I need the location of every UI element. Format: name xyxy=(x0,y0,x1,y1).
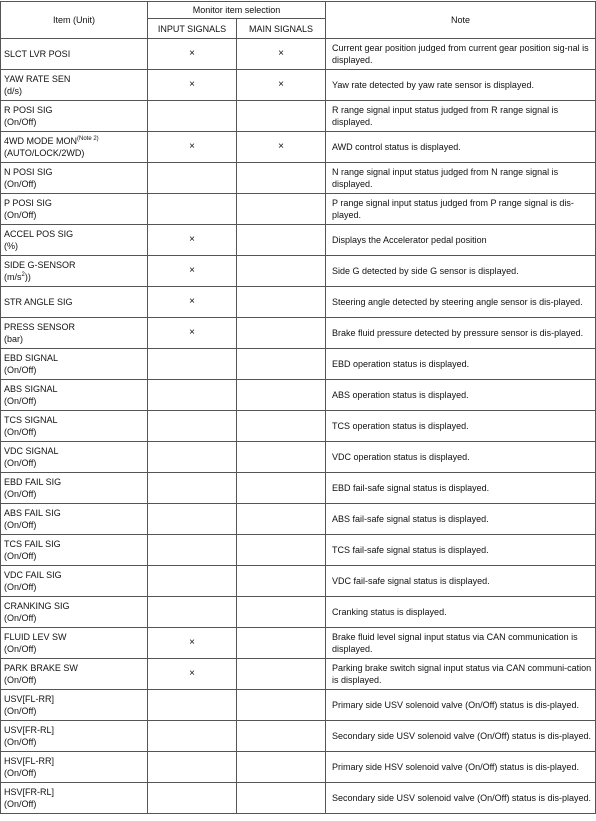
table-header xyxy=(1,2,596,39)
table-row xyxy=(1,318,596,349)
table-row xyxy=(1,163,596,194)
note-cell: Brake fluid pressure detected by pressure sensor is dis-played. xyxy=(326,318,596,349)
main-signals-mark: × xyxy=(237,132,326,163)
item-name: P POSI SIG xyxy=(4,198,52,208)
item-cell xyxy=(1,256,148,287)
item-unit-close: )) xyxy=(24,272,31,282)
item-note-ref: (Note 2) xyxy=(77,136,99,142)
item-name: ABS SIGNAL xyxy=(4,384,58,394)
item-name: PARK BRAKE SW xyxy=(4,663,78,673)
header-monitor-selection: Monitor item selection xyxy=(148,2,326,19)
main-signals-mark xyxy=(237,411,326,442)
item-cell xyxy=(1,194,148,225)
item-name: TCS FAIL SIG xyxy=(4,539,61,549)
table-row xyxy=(1,256,596,287)
item-cell xyxy=(1,411,148,442)
note-cell: Displays the Accelerator pedal position xyxy=(326,225,596,256)
input-signals-mark xyxy=(148,411,237,442)
table-row xyxy=(1,628,596,659)
note-cell: Primary side USV solenoid valve (On/Off) status is dis-played. xyxy=(326,690,596,721)
table-row xyxy=(1,225,596,256)
main-signals-mark xyxy=(237,287,326,318)
item-cell xyxy=(1,318,148,349)
item-name: TCS SIGNAL xyxy=(4,415,58,425)
table-body xyxy=(1,39,596,814)
note-cell: P range signal input status judged from P range signal is dis-played. xyxy=(326,194,596,225)
note-cell: R range signal input status judged from R range signal is displayed. xyxy=(326,101,596,132)
input-signals-mark xyxy=(148,597,237,628)
input-signals-mark xyxy=(148,349,237,380)
note-cell: Side G detected by side G sensor is displayed. xyxy=(326,256,596,287)
input-signals-mark: × xyxy=(148,318,237,349)
table-row xyxy=(1,411,596,442)
input-signals-mark xyxy=(148,194,237,225)
input-signals-mark xyxy=(148,783,237,814)
item-unit: (On/Off) xyxy=(4,706,37,716)
note-cell: Primary side HSV solenoid valve (On/Off) status is dis-played. xyxy=(326,752,596,783)
item-name: FLUID LEV SW xyxy=(4,632,67,642)
table-row xyxy=(1,349,596,380)
item-name: 4WD MODE MON xyxy=(4,136,77,146)
table-row xyxy=(1,597,596,628)
main-signals-mark xyxy=(237,194,326,225)
item-unit: (On/Off) xyxy=(4,799,37,809)
table-row xyxy=(1,442,596,473)
input-signals-mark: × xyxy=(148,659,237,690)
monitor-item-table xyxy=(0,1,596,814)
item-name: USV[FR-RL] xyxy=(4,725,55,735)
input-signals-mark: × xyxy=(148,39,237,70)
main-signals-mark xyxy=(237,349,326,380)
table-row xyxy=(1,132,596,163)
note-cell: EBD operation status is displayed. xyxy=(326,349,596,380)
main-signals-mark xyxy=(237,752,326,783)
note-cell: VDC operation status is displayed. xyxy=(326,442,596,473)
item-name: VDC FAIL SIG xyxy=(4,570,62,580)
item-cell xyxy=(1,628,148,659)
item-cell xyxy=(1,659,148,690)
table-row xyxy=(1,659,596,690)
main-signals-mark xyxy=(237,504,326,535)
item-cell xyxy=(1,504,148,535)
table-row xyxy=(1,504,596,535)
main-signals-mark xyxy=(237,442,326,473)
item-name: N POSI SIG xyxy=(4,167,53,177)
item-cell xyxy=(1,442,148,473)
item-unit: (On/Off) xyxy=(4,737,37,747)
main-signals-mark xyxy=(237,721,326,752)
item-cell xyxy=(1,101,148,132)
item-cell xyxy=(1,535,148,566)
note-cell: Brake fluid level signal input status via CAN communication is displayed. xyxy=(326,628,596,659)
note-cell: ABS fail-safe signal status is displayed. xyxy=(326,504,596,535)
note-cell: Current gear position judged from current gear position sig-nal is displayed. xyxy=(326,39,596,70)
note-cell: TCS operation status is displayed. xyxy=(326,411,596,442)
note-cell: EBD fail-safe signal status is displayed. xyxy=(326,473,596,504)
item-unit: (On/Off) xyxy=(4,551,37,561)
item-unit: (On/Off) xyxy=(4,117,37,127)
main-signals-mark xyxy=(237,566,326,597)
note-cell: Steering angle detected by steering angle sensor is dis-played. xyxy=(326,287,596,318)
item-name: EBD FAIL SIG xyxy=(4,477,62,487)
item-cell xyxy=(1,287,148,318)
item-cell xyxy=(1,70,148,101)
table-row xyxy=(1,721,596,752)
input-signals-mark xyxy=(148,504,237,535)
item-cell xyxy=(1,597,148,628)
item-unit: (On/Off) xyxy=(4,675,37,685)
table-row xyxy=(1,752,596,783)
item-name: SIDE G-SENSOR xyxy=(4,260,76,270)
item-name: ABS FAIL SIG xyxy=(4,508,61,518)
item-name: USV[FL-RR] xyxy=(4,694,55,704)
note-cell: Parking brake switch signal input status via CAN communi-cation is displayed. xyxy=(326,659,596,690)
main-signals-mark: × xyxy=(237,70,326,101)
note-cell: N range signal input status judged from N range signal is displayed. xyxy=(326,163,596,194)
note-cell: AWD control status is displayed. xyxy=(326,132,596,163)
item-name: HSV[FL-RR] xyxy=(4,756,55,766)
note-cell: ABS operation status is displayed. xyxy=(326,380,596,411)
item-unit xyxy=(4,272,31,282)
item-unit: (d/s) xyxy=(4,86,22,96)
header-input-signals: INPUT SIGNALS xyxy=(148,19,237,39)
item-cell xyxy=(1,783,148,814)
item-unit: (On/Off) xyxy=(4,582,37,592)
note-cell: Yaw rate detected by yaw rate sensor is displayed. xyxy=(326,70,596,101)
item-cell xyxy=(1,349,148,380)
item-unit: (On/Off) xyxy=(4,458,37,468)
item-unit-exponent: 2 xyxy=(21,272,25,278)
table-row xyxy=(1,566,596,597)
input-signals-mark: × xyxy=(148,256,237,287)
input-signals-mark xyxy=(148,473,237,504)
main-signals-mark xyxy=(237,597,326,628)
main-signals-mark xyxy=(237,380,326,411)
item-unit: (On/Off) xyxy=(4,427,37,437)
input-signals-mark xyxy=(148,752,237,783)
item-unit: (AUTO/LOCK/2WD) xyxy=(4,148,85,158)
header-item-unit: Item (Unit) xyxy=(1,2,148,39)
input-signals-mark xyxy=(148,535,237,566)
item-unit: (%) xyxy=(4,241,18,251)
item-cell xyxy=(1,690,148,721)
item-cell xyxy=(1,566,148,597)
item-name: PRESS SENSOR xyxy=(4,322,76,332)
item-cell xyxy=(1,132,148,163)
item-name: SLCT LVR POSI xyxy=(4,49,71,59)
main-signals-mark xyxy=(237,101,326,132)
table-row xyxy=(1,194,596,225)
main-signals-mark xyxy=(237,690,326,721)
main-signals-mark xyxy=(237,659,326,690)
item-name: VDC SIGNAL xyxy=(4,446,59,456)
input-signals-mark: × xyxy=(148,287,237,318)
input-signals-mark xyxy=(148,163,237,194)
item-name: R POSI SIG xyxy=(4,105,53,115)
table-row xyxy=(1,70,596,101)
table-row xyxy=(1,535,596,566)
main-signals-mark xyxy=(237,473,326,504)
main-signals-mark xyxy=(237,163,326,194)
main-signals-mark xyxy=(237,318,326,349)
item-unit: (On/Off) xyxy=(4,613,37,623)
item-unit: (On/Off) xyxy=(4,210,37,220)
input-signals-mark: × xyxy=(148,225,237,256)
main-signals-mark xyxy=(237,256,326,287)
note-cell: Cranking status is displayed. xyxy=(326,597,596,628)
input-signals-mark xyxy=(148,566,237,597)
main-signals-mark: × xyxy=(237,39,326,70)
item-unit: (On/Off) xyxy=(4,644,37,654)
item-unit: (On/Off) xyxy=(4,520,37,530)
note-cell: VDC fail-safe signal status is displayed. xyxy=(326,566,596,597)
input-signals-mark xyxy=(148,690,237,721)
main-signals-mark xyxy=(237,628,326,659)
item-cell xyxy=(1,225,148,256)
input-signals-mark: × xyxy=(148,70,237,101)
main-signals-mark xyxy=(237,783,326,814)
table-row xyxy=(1,690,596,721)
table-row xyxy=(1,39,596,70)
input-signals-mark: × xyxy=(148,132,237,163)
table-row xyxy=(1,101,596,132)
header-note: Note xyxy=(326,2,596,39)
note-cell: TCS fail-safe signal status is displayed. xyxy=(326,535,596,566)
item-cell xyxy=(1,721,148,752)
item-cell xyxy=(1,39,148,70)
table-row xyxy=(1,783,596,814)
header-main-signals: MAIN SIGNALS xyxy=(237,19,326,39)
note-cell: Secondary side USV solenoid valve (On/Off) status is dis-played. xyxy=(326,721,596,752)
item-unit: (On/Off) xyxy=(4,768,37,778)
item-unit: (bar) xyxy=(4,334,24,344)
item-unit: (On/Off) xyxy=(4,365,37,375)
item-name: STR ANGLE SIG xyxy=(4,297,73,307)
item-name: CRANKING SIG xyxy=(4,601,70,611)
item-cell xyxy=(1,163,148,194)
item-cell xyxy=(1,752,148,783)
input-signals-mark xyxy=(148,380,237,411)
item-name: HSV[FR-RL] xyxy=(4,787,55,797)
main-signals-mark xyxy=(237,535,326,566)
input-signals-mark xyxy=(148,101,237,132)
note-cell: Secondary side USV solenoid valve (On/Off) status is dis-played. xyxy=(326,783,596,814)
item-cell xyxy=(1,473,148,504)
item-unit: (On/Off) xyxy=(4,396,37,406)
main-signals-mark xyxy=(237,225,326,256)
input-signals-mark: × xyxy=(148,628,237,659)
item-unit-base: (m/s xyxy=(4,272,22,282)
item-unit: (On/Off) xyxy=(4,489,37,499)
item-name: ACCEL POS SIG xyxy=(4,229,74,239)
item-cell xyxy=(1,380,148,411)
item-unit: (On/Off) xyxy=(4,179,37,189)
item-name: YAW RATE SEN xyxy=(4,74,71,84)
table-row xyxy=(1,473,596,504)
input-signals-mark xyxy=(148,721,237,752)
table-row xyxy=(1,287,596,318)
input-signals-mark xyxy=(148,442,237,473)
table-row xyxy=(1,380,596,411)
item-name: EBD SIGNAL xyxy=(4,353,59,363)
